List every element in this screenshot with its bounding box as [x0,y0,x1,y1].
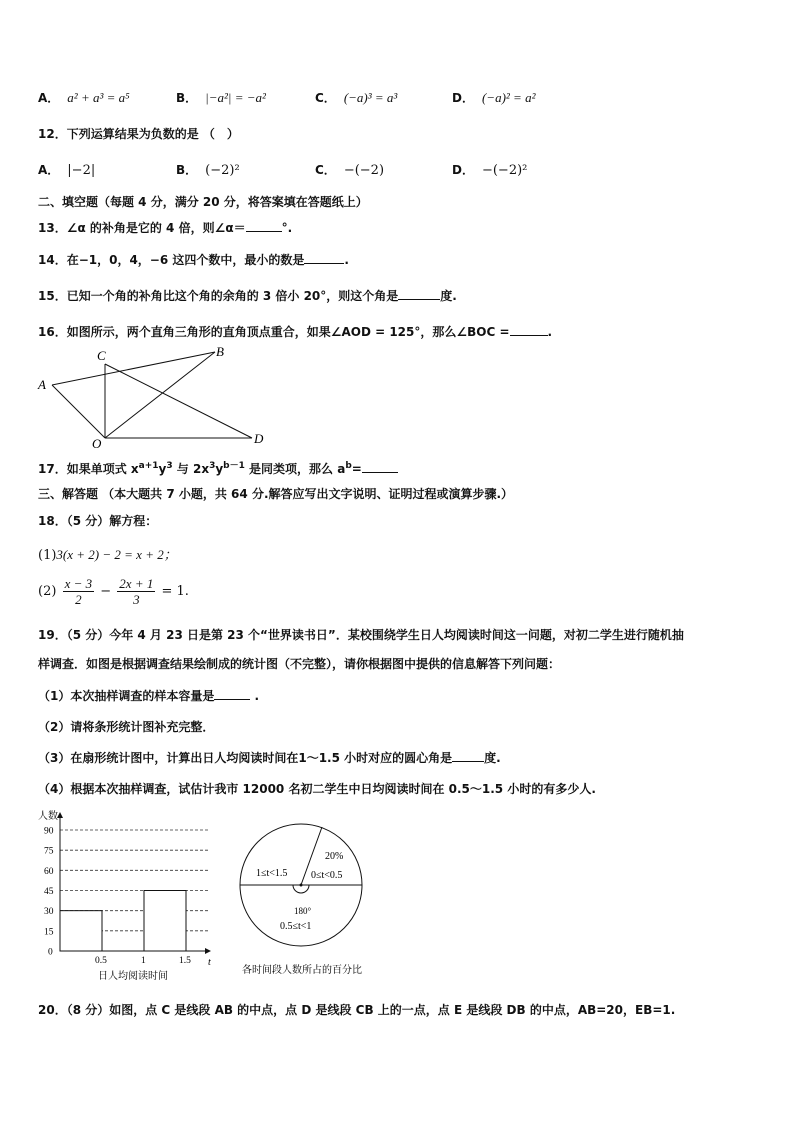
exponent: b [345,461,352,471]
line-cd [105,364,252,438]
x-tick-label: 0.5 [95,956,107,966]
q19-stem-line2: 样调查．如图是根据调查结果绘制成的统计图（不完整），请你根据图中提供的信息解答下列问题： [38,657,561,671]
y-tick-label: 75 [44,846,54,857]
option-label: C． [315,163,336,177]
pie-center [300,884,303,887]
option-expr: |−a²| = −a² [205,90,266,105]
option-label: B． [176,91,198,105]
fraction [117,576,155,607]
exponent: 3 [166,461,173,471]
q19-sub3-text: （3）在扇形统计图中，计算出日人均阅读时间在1～1.5 小时对应的圆心角是 [38,751,453,765]
q18-stem: 18．（5 分）解方程： [38,514,158,528]
denominator: 2 [75,592,82,607]
q19-sub3 [38,749,501,766]
q19-stem-line1: 19．（5 分）今年 4 月 23 日是第 23 个“世界读书日”．某校围绕学生日人均阅读时间这一问题，对初二学生进行随机抽 [38,628,684,642]
option-label: D． [452,91,474,105]
section-heading-fill-in: 二、填空题（每题 4 分，满分 20 分，将答案填在答题纸上） [38,195,368,209]
y-tick-label: 15 [44,927,54,938]
q17-text: 与 2x [172,462,210,476]
y-tick-label: 30 [44,907,54,918]
q20-stem: 20．（8 分）如图，点 C 是线段 AB 的中点，点 D 是线段 CB 上的一点，点 E 是线段 DB 的中点，AB=20，EB=1. [38,1003,676,1017]
line-ob [105,352,215,438]
q19-sub1-end: . [254,689,260,703]
option-expr: a² + a³ = a⁵ [67,90,130,105]
q17-text: y [215,462,224,476]
option-label: A． [38,91,60,105]
part-label: (2) [38,584,57,599]
exponent: b－1 [223,461,245,471]
answer-blank[interactable] [214,687,250,700]
answer-blank[interactable] [398,287,440,300]
answer-blank[interactable] [246,219,282,232]
option-expr: |−2| [67,163,96,178]
q17-text: = [351,462,362,476]
y-tick-label: 60 [44,866,54,877]
point-label-d: D [254,431,264,446]
q14 [38,251,349,268]
answer-blank[interactable] [452,749,484,762]
bar [144,891,186,952]
q11-option-d [452,89,535,106]
y-tick-label: 45 [44,887,54,897]
q15-text: 15．已知一个角的补角比这个角的余角的 3 倍小 20°，则这个角是 [38,289,399,303]
q13-unit: °. [281,221,293,235]
q12-option-d [452,161,527,178]
q15 [38,287,457,304]
bar [60,911,102,951]
reading-time-bar-chart [28,805,223,985]
pie-chart-title: 各时间段人数所占的百分比 [242,965,362,976]
point-label-c: C [97,348,106,363]
q16-end: . [547,325,553,339]
q13-text: 13．∠α 的补角是它的 4 倍，则∠α＝ [38,221,246,235]
denominator: 3 [133,592,140,607]
y-tick-label: 0 [48,947,53,958]
exponent: a+1 [138,461,159,471]
point-label-a: A [38,377,46,392]
q11-option-b [176,89,266,106]
answer-blank[interactable] [510,323,548,336]
line-ab [52,352,215,385]
q17 [38,458,398,477]
q12-option-b [176,161,240,178]
q19-sub4: （4）根据本次抽样调查，试估计我市 12000 名初二学生中日均阅读时间在 0.5～1.5 小时的有多少人. [38,782,596,796]
q16-text: 16．如图所示，两个直角三角形的直角顶点重合，如果∠AOD = 125°，那么∠BOC = [38,325,510,339]
q12-option-a [38,161,95,178]
q12-option-c [315,161,384,178]
option-label: D． [452,163,474,177]
point-label-b: B [216,344,224,359]
option-label: B． [176,163,198,177]
answer-blank[interactable] [362,460,398,473]
q13 [38,219,292,236]
q17-text: 是同类项，那么 a [244,462,346,476]
reading-time-pie-chart [238,815,378,983]
q17-text: y [158,462,167,476]
numerator: x − 3 [64,576,93,591]
numerator: 2x + 1 [119,576,154,591]
x-tick-label: 1 [141,956,146,966]
option-expr: (−a)² = a² [481,90,536,105]
line-ao [52,385,105,438]
slice-percent-0-0.5: 20% [325,851,344,862]
q19-sub1-text: （1）本次抽样调查的样本容量是 [38,689,215,703]
part-label: (1) [38,548,57,563]
option-expr: (−a)³ = a³ [343,90,398,105]
q17-text: 17．如果单项式 x [38,462,139,476]
slice-label-0-0.5: 0≤t<0.5 [311,870,343,881]
slice-angle-0.5-1: 180° [294,906,312,916]
option-expr: −(−2) [343,163,385,178]
x-axis-symbol: t [208,957,211,968]
operator: − [100,584,112,599]
option-label: C． [315,91,336,105]
option-label: A． [38,163,60,177]
q14-end: . [344,253,349,267]
q12-stem: 12．下列运算结果为负数的是 （ ） [38,127,239,141]
section-heading-solve: 三、解答题 （本大题共 7 小题，共 64 分.解答应写出文字说明、证明过程或演算步骤.） [38,487,514,501]
option-expr: −(−2)² [481,163,528,178]
q18-part1 [38,544,177,563]
q15-unit: 度. [440,289,457,303]
equation: 3(x + 2) − 2 = x + 2； [56,547,177,562]
q11-option-c [315,89,397,106]
y-axis-label: 人数 [38,811,58,822]
point-label-o: O [92,436,102,450]
option-expr: (−2)² [205,163,240,178]
answer-blank[interactable] [304,251,344,264]
fraction [63,576,95,607]
q16 [38,323,552,340]
q14-text: 14．在−1，0，4，−6 这四个数中，最小的数是 [38,253,305,267]
q11-option-a [38,89,130,106]
slice-label-0.5-1: 0.5≤t<1 [280,921,312,932]
equation-rhs: = 1. [161,584,189,599]
q19-sub3-unit: 度. [484,751,501,765]
q19-sub2: （2）请将条形统计图补充完整． [38,720,215,734]
q18-part2 [38,576,189,607]
exponent: 3 [209,461,216,471]
x-axis-label: 日人均阅读时间 [98,971,168,982]
slice-label-1-1.5: 1≤t<1.5 [256,868,288,879]
x-tick-label: 1.5 [179,956,191,966]
q16-triangle-figure [30,342,280,450]
y-tick-label: 90 [44,826,54,837]
q19-sub1 [38,687,259,704]
